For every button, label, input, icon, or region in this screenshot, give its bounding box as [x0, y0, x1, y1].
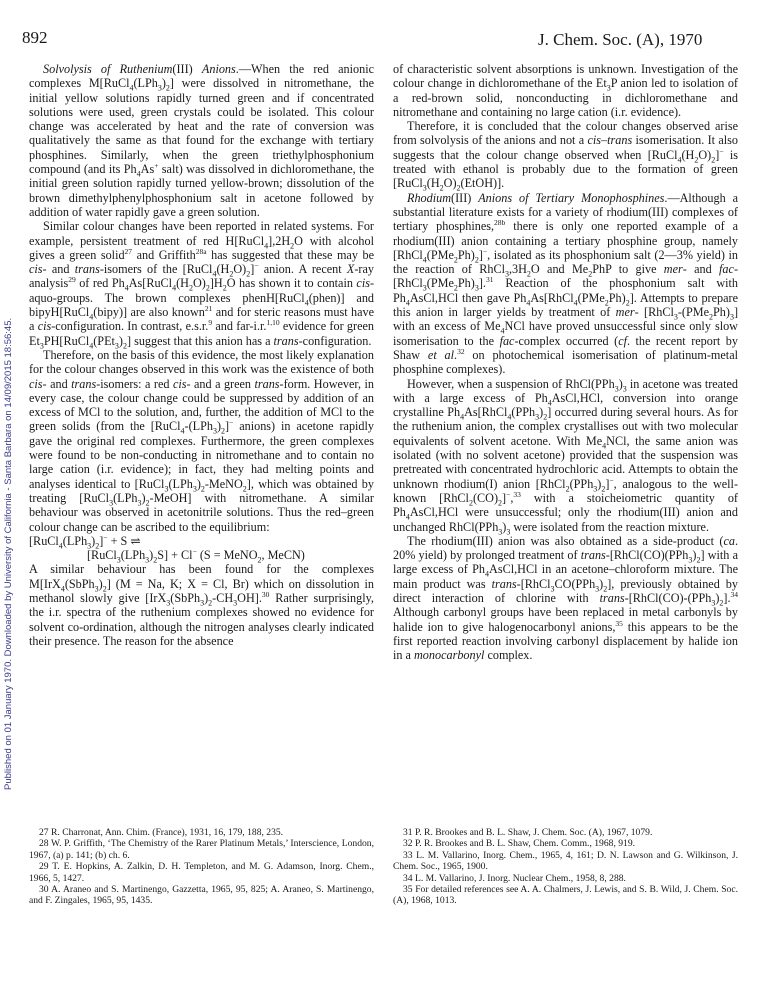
publication-watermark: Published on 01 January 1970. Downloaded by University of California - Santa Barbara on 14/09/2015 18:56:45. [3, 317, 14, 790]
paragraph: However, when a suspension of $RhCl(PPh_3)_3$ in acetone was treated with a large excess of $Ph_4AsCl,HCl$, conversion into orange crystalline $Ph_4As[RhCl_4(PPh_3)_2]$ occurred during several hours. As for the ruthenium anion, the complex crystallises out with two molecular equivalents of solvent acetone. With $Me_4NCl$, the same anion was isolated (with no solvent acetone) provided that the suspension was pretreated with concentrated hydrochloric acid. Attempts to obtain the unknown rhodium(I) anion $[RhCl_2(PPh_3)_2]^-$, analogous to the well-known $[RhCl_2(CO)_2]^-,^{33}$ with a stoicheiometric quantity of $Ph_4AsCl,HCl$ were unsuccessful; only the rhodium(III) anion and unchanged $RhCl(PPh_3)_3$ were isolated from the reaction mixture. [393, 376, 739, 536]
footnotes-right [393, 827, 738, 907]
footnote: 27 R. Charronat, Ann. Chim. (France), 1931, 16, 179, 188, 235. [39, 827, 284, 838]
right-column [393, 62, 738, 662]
equilibrium-equation: $[RuCl_4(LPh_3)_2]^- + S$ ⇌ $[RuCl_3(LPh_3)_2S] + Cl^-$ (S = MeNO$_2$, MeCN) [29, 532, 305, 565]
footnote: 30 A. Araneo and S. Martinengo, Gazzetta, 1965, 95, 825; A. Araneo, S. Martinengo, and F. Zingales, 1965, 95, 1435. [29, 884, 374, 907]
left-column [29, 62, 374, 648]
footnote: 34 L. M. Vallarino, J. Inorg. Nuclear Chem., 1958, 8, 288. [403, 872, 626, 884]
footnotes-left [29, 827, 374, 907]
page-number: 892 [22, 28, 48, 47]
paragraph: Therefore, on the basis of this evidence, the most likely explanation for the colour changes observed in this work was the existence of both cis- and trans-isomers: a red cis- and a green trans-form. However, in every case, the colour change could be suppressed by addition of an excess of MCl to the solution, and, further, the addition of MCl to the green solids (from the $[RuCl_4-(LPh_3)_2]^-$ anions) in acetone rapidly gave the original red complexes. Furthermore, the green complexes were found to be non-conducting in nitromethane and to contain no large cation (i.r. evidence); in fact, they had melting points and analyses identical to $[RuCl_3(LPh_3)_2-MeNO_2]$, which was obtained by treating $[RuCl_3(LPh_3)_2-MeOH]$ with nitromethane. A similar behaviour was observed in acetonitrile solutions. Thus the red–green colour change can be ascribed to the equilibrium: [29, 347, 374, 534]
paragraph: A similar behaviour has been found for the complexes $M[IrX_4(SbPh_3)_2] (M = Na$, K; X = Cl, Br) which on dissolution in methanol slowly give $[IrX_3(SbPh_3)_2-CH_3OH].^{30}$ Rather surprisingly, the i.r. spectra of the ruthenium complexes showed no evidence for solvent co-ordination, although the nitrogen analyses clearly indicated their presence. The reason for the absence [29, 562, 374, 648]
footnote: 28 W. P. Griffith, ‘The Chemistry of the Rarer Platinum Metals,’ Interscience, London, 1967, (a) p. 141; (b) ch. 6. [29, 838, 374, 861]
journal-header: J. Chem. Soc. (A), 1970 [538, 30, 703, 49]
paragraph: Similar colour changes have been reported in related systems. For example, persistent treatment of red $H[RuCl_4],2H_2O$ with alcohol gives a green solid$^{27}$ and Griffith$^{28a}$ has suggested that these may be cis- and trans-isomers of the $[RuCl_4(H_2O)_2]^-$ anion. A recent X-ray analysis$^{29}$ of red $Ph_4As[RuCl_4(H_2O)_2]H_2O$ has shown it to contain cis-aquo-groups. The brown complexes phenH[RuCl$_4$(phen)] and bipyH[RuCl$_4$(bipy)] are also known$^{21}$ and for steric reasons must have a cis-configuration. In contrast, e.s.r.$^9$ and far-i.r.$^{1,10}$ evidence for green $Et_3PH[RuCl_4(PEt_3)_2]$ suggest that this anion has a trans-configuration. [29, 219, 375, 351]
footnote: 35 For detailed references see A. A. Chalmers, J. Lewis, and S. B. Wild, J. Chem. Soc. (A), 1968, 1013. [393, 884, 738, 907]
footnote: 32 P. R. Brookes and B. L. Shaw, Chem. Comm., 1968, 919. [403, 838, 636, 850]
paragraph: The rhodium(III) anion was also obtained as a side-product (ca. 20% yield) by prolonged treatment of trans-$[RhCl(CO)(PPh_3)_2]$ with a large excess of $Ph_4AsCl,HCl$ in an acetone–chloroform mixture. The main product was trans-$[RhCl_3CO(PPh_3)_2]$, previously obtained by direct interaction of chlorine with trans-$[RhCl(CO)-(PPh_3)_2].^{34}$ Although carbonyl groups have been replaced in metal carbonyls by halide ion to give halogenocarbonyl anions,$^{35}$ this appears to be the first reported reaction involving carbonyl displacement by halide ion in a monocarbonyl complex. [393, 533, 739, 663]
paragraph: Solvolysis of Ruthenium(III) Anions.—When the red anionic complexes $M[RuCl_4(LPh_3)_2]$ were dissolved in nitromethane, the initial yellow solutions rapidly turned green and if concentrated solutions were used, green crystals could be isolated. This colour change was accelerated by heat and the rate of conversion was qualitatively the same as that found for the exchange with tertiary phosphines. Similarly, when the green triethylphosphonium compound (and its $Ph_4As^+$ salt) was dissolved in dichloromethane, the initial green solution rapidly turned yellow-brown; dissolution of the brown dimethylphenylphosphonium salt in acetone followed by addition of water rapidly gave a green solution. [29, 62, 374, 219]
paragraph: of characteristic solvent absorptions is unknown. Investigation of the colour change in dichloromethane of the $Et_3P$ anion led to isolation of a red-brown solid, nonconducting in dichloromethane and nitromethane and containing no large cation (i.r. evidence). [393, 62, 738, 119]
footnote: 33 L. M. Vallarino, Inorg. Chem., 1965, 4, 161; D. N. Lawson and G. Wilkinson, J. Chem. Soc., 1965, 1900. [393, 849, 738, 873]
paragraph: Rhodium(III) Anions of Tertiary Monophosphines.—Although a substantial literature exists for a variety of rhodium(III) complexes of tertiary phosphines,$^{28b}$ there is only one reported example of a rhodium(III) anion containing a tertiary phosphine group, namely $[RhCl_4(PMe_2Ph)_2]^-$, isolated as its phosphonium salt (2—3% yield) in the reaction of $RhCl_3,3H_2O$ and $Me_2PhP$ to give mer- and fac-$[RhCl_3(PMe_2Ph)_3].^{31}$ Reaction of the phosphonium salt with $Ph_4AsCl,HCl$ then gave $Ph_4As[RhCl_4(PMe_2Ph)_2]$. Attempts to prepare this anion in larger yields by treatment of mer- $[RhCl_3-(PMe_2Ph)_3]$ with an excess of $Me_4NCl$ have proved unsuccessful since only slow isomerisation to the fac-complex occurred (cf. the recent report by Shaw et al.$^{32}$ on photochemical isomerisation of platinum-metal phosphine complexes). [393, 190, 738, 377]
footnote: 31 P. R. Brookes and B. L. Shaw, J. Chem. Soc. (A), 1967, 1079. [403, 827, 653, 838]
paragraph: Therefore, it is concluded that the colour changes observed arise from solvolysis of the anions and not a cis–trans isomerisation. It also suggests that the colour change observed when $[RuCl_4(H_2O)_2]^-$ is treated with ethanol is probably due to the formation of green $[RuCl_3(H_2O)_2(EtOH)]$. [393, 119, 738, 193]
footnote: 29 T. E. Hopkins, A. Zalkin, D. H. Templeton, and M. G. Adamson, Inorg. Chem., 1966, 5, 1427. [29, 861, 374, 884]
